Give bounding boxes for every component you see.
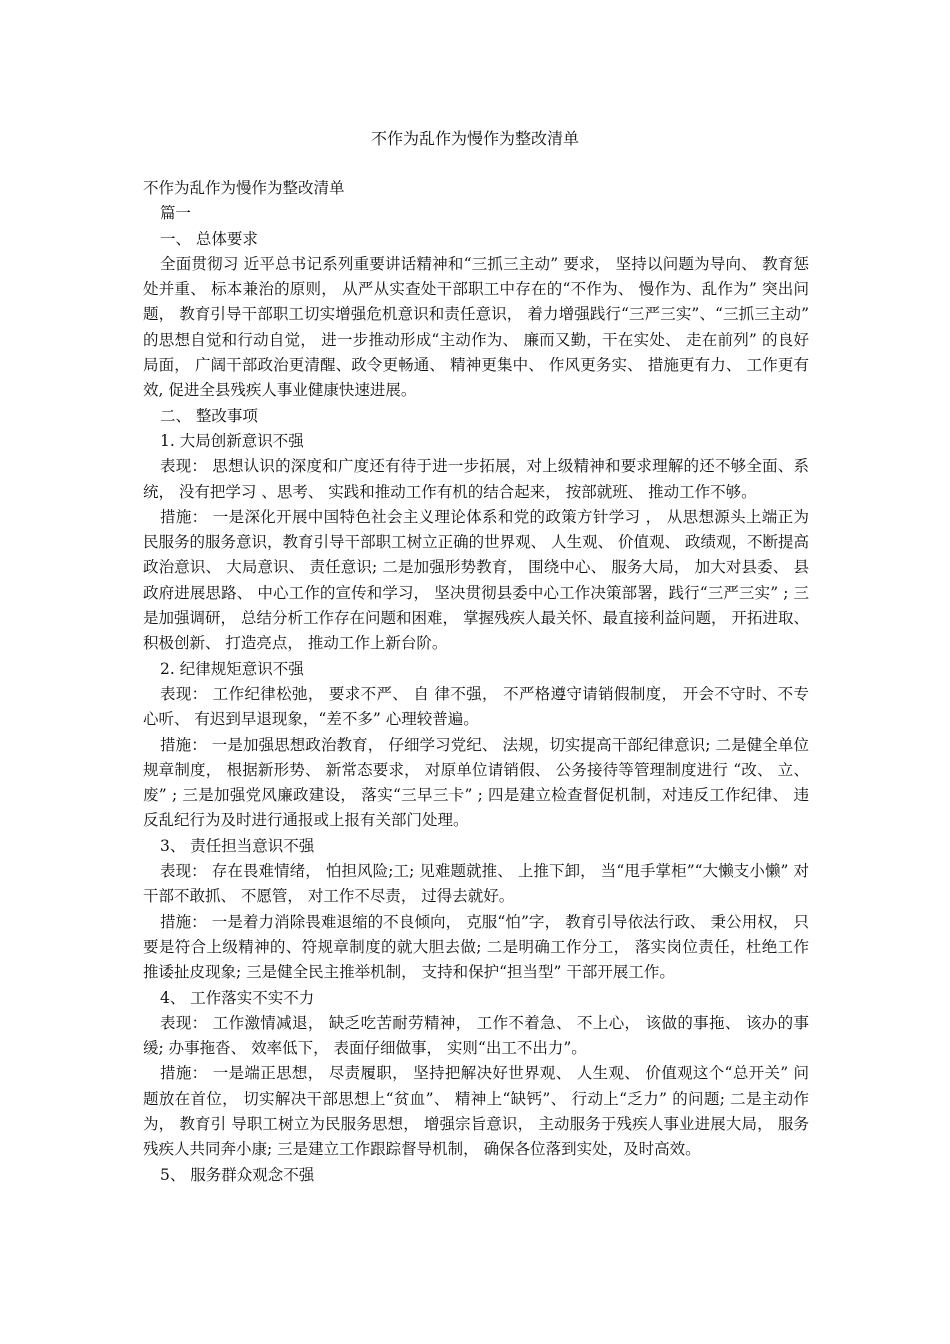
paragraph: 表现： 工作纪律松弛， 要求不严、 自 律不强， 不严格遵守请销假制度， 开会不守时、不专心听、 有迟到早退现象，“差不多” 心理较普遍。 xyxy=(143,684,809,729)
paragraph: 措施： 一是加强思想政治教育， 仔细学习党纪、 法规，切实提高干部纪律意识; 二是健全单位规章制度， 根据新形势、 新常态要求， 对原单位请销假、 公务接待等管理制度进行 “改、 立、 废” ; 三是加强党风廉政建设， 落实“三早三卡” ; 四是建立检查督促机制，对违反工作纪律、 违反乱纪行为及时进行通报或上报有关部门处理。 xyxy=(143,735,809,830)
paragraph: 措施： 一是端正思想， 尽责履职， 坚持把解决好世界观、 人生观、 价值观这个“总开关” 问题放在首位， 切实解决干部思想上“贫血”、 精神上“缺钙”、 行动上“乏力” 的问题; 二是主动作为， 教育引 导职工树立为民服务思想， 增强宗旨意识， 主动服务于残疾人事业进展大局， 服务残疾人共同奔小康; 三是建立工作跟踪督导机制， 确保各位落到实处，及时高效。 xyxy=(143,1064,809,1159)
paragraph: 3、 责任担当意识不强 xyxy=(160,836,315,855)
paragraph: 不作为乱作为慢作为整改清单 xyxy=(143,179,345,197)
paragraph: 措施： 一是着力消除畏难退缩的不良倾向， 克服“怕”字， 教育引导依法行政、 秉公用权， 只要是符合上级精神的、符规章制度的就大胆去做; 二是明确工作分工， 落实岗位责任，杜绝工作推诿扯皮现象; 三是健全民主推举机制， 支持和保护“担当型” 干部开展工作。 xyxy=(143,912,809,982)
paragraph: 全面贯彻习 近平总书记系列重要讲话精神和“三抓三主动” 要求， 坚持以问题为导向、 教育惩处并重、 标本兼治的原则， 从严从实查处干部职工中存在的“不作为、 慢作为、乱作为” 突出问题， 教育引导干部职工切实增强危机意识和责任意识， 着力增强践行“三严三实”、“三抓三主动” 的思想自觉和行动自觉， 进一步推动形成“主动作为、 廉而又勤，干在实处、 走在前列” 的良好局面， 广阔干部政治更清醒、政令更畅通、 精神更集中、 作风更务实、 措施更有力、 工作更有效, 促进全县残疾人事业健康快速进展。 xyxy=(143,254,809,400)
paragraph: 表现： 工作激情减退， 缺乏吃苦耐劳精神， 工作不着急、 不上心， 该做的事拖、 该办的事缓; 办事拖沓、 效率低下， 表面仔细做事， 实则“出工不出力”。 xyxy=(143,1013,809,1058)
paragraph: 1. 大局创新意识不强 xyxy=(160,431,304,450)
document-body xyxy=(143,176,809,1188)
paragraph: 表现： 存在畏难情绪， 怕担风险;工; 见难题就推、 上推下卸， 当“甩手掌柜”“大懒支小懒” 对干部不敢抓、 不愿管， 对工作不尽责， 过得去就好。 xyxy=(143,862,809,906)
paragraph: 篇一 xyxy=(160,204,192,223)
paragraph: 4、 工作落实不实不力 xyxy=(160,988,315,1007)
paragraph: 一、 总体要求 xyxy=(160,229,258,248)
paragraph: 5、 服务群众观念不强 xyxy=(160,1165,315,1184)
paragraph: 表现： 思想认识的深度和广度还有待于进一步拓展，对上级精神和要求理解的还不够全面、系统， 没有把学习 、思考、 实践和推动工作有机的结合起来， 按部就班、 推动工作不够。 xyxy=(143,457,809,501)
paragraph: 措施： 一是深化开展中国特色社会主义理论体系和党的政策方针学习 ， 从思想源头上端正为民服务的服务意识，教育引导干部职工树立正确的世界观、 人生观、 价值观、 政绩观，不断提高政治意识、 大局意识、 责任意识; 二是加强形势教育， 围绕中心、 服务大局， 加大对县委、 县政府进展思路、 中心工作的宣传和学习， 坚决贯彻县委中心工作决策部署，践行“三严三实” ; 三是加强调研， 总结分析工作存在问题和困难， 掌握残疾人最关怀、最直接利益问题， 开拓进取、 积极创新、 打造亮点， 推动工作上新台阶。 xyxy=(143,507,809,653)
document-title: 不作为乱作为慢作为整改清单 xyxy=(370,129,579,148)
paragraph: 2. 纪律规矩意识不强 xyxy=(160,659,304,678)
paragraph: 二、 整改事项 xyxy=(160,406,258,425)
